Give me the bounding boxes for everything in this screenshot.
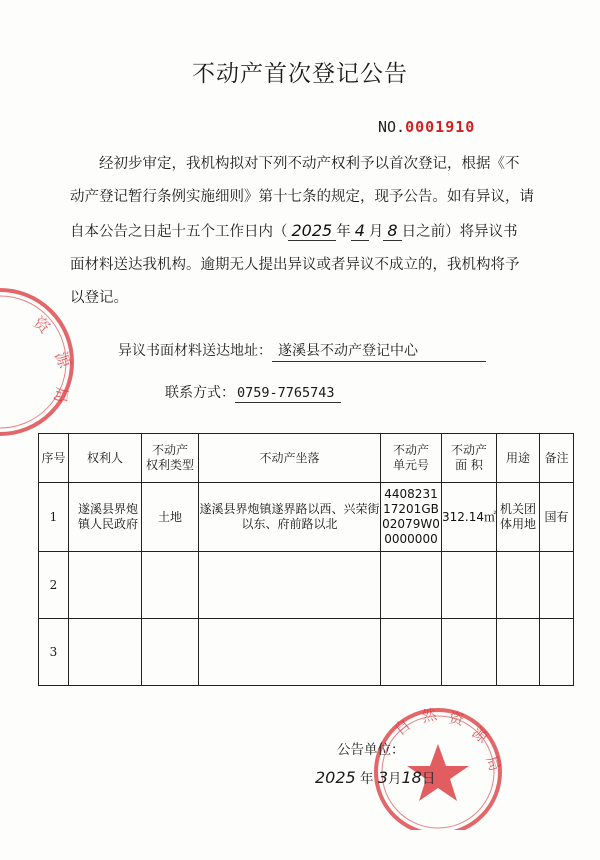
paragraph-line: 以登记。 xyxy=(70,290,128,306)
document-title: 不动产首次登记公告 xyxy=(192,61,408,87)
cell-owner xyxy=(69,619,142,686)
table-row xyxy=(39,552,574,619)
cell-location: 遂溪县界炮镇遂界路以西、兴荣街以东、府前路以北 xyxy=(199,483,381,552)
official-seal-right-icon xyxy=(368,700,508,830)
serial-value: 0001910 xyxy=(405,118,476,136)
cell-unit-number xyxy=(381,552,442,619)
cell-note: 国有 xyxy=(540,483,574,552)
header-use: 用途 xyxy=(497,434,540,483)
table-row xyxy=(39,483,574,552)
cell-right-type xyxy=(142,552,199,619)
cell-right-type xyxy=(142,619,199,686)
deadline-month: 4 xyxy=(351,221,369,241)
paragraph-line: 经初步审定，我机构拟对下列不动产权利予以首次登记，根据《不 xyxy=(99,156,520,172)
paragraph-line: 动产登记暂行条例实施细则》第十七条的规定，现予公告。如有异议，请 xyxy=(70,189,534,205)
cell-seq: 3 xyxy=(39,619,69,686)
header-area-line2: 面 积 xyxy=(455,458,483,472)
cell-unit-number: 440823117201GB02079W00000000 xyxy=(381,483,442,552)
cell-owner xyxy=(69,552,142,619)
cell-area xyxy=(442,552,497,619)
svg-text:局: 局 xyxy=(50,385,72,405)
cell-use xyxy=(497,619,540,686)
date-day: 18 xyxy=(401,768,422,787)
table-header-row xyxy=(39,434,574,483)
svg-text:资: 资 xyxy=(447,708,466,730)
contact-label: 联系方式： xyxy=(165,385,235,401)
table-row xyxy=(39,619,574,686)
objection-address-label: 异议书面材料送达地址： xyxy=(118,343,272,359)
header-type-line1: 不动产 xyxy=(151,443,188,457)
month-char: 月 xyxy=(368,224,384,240)
contact-phone: 0759-7765743 xyxy=(235,385,341,403)
deadline-prefix: 自本公告之日起十五个工作日内（ xyxy=(70,224,288,240)
header-type-line2: 权利类型 xyxy=(145,458,194,472)
cell-area: 312.14㎡ xyxy=(442,483,497,552)
header-right-type xyxy=(142,434,199,483)
deadline-suffix: 日之前）将异议书 xyxy=(401,224,518,240)
svg-text:然: 然 xyxy=(420,705,439,726)
official-seal-left-icon xyxy=(0,282,80,442)
header-unit-number xyxy=(381,434,442,483)
objection-address-value: 遂溪县不动产登记中心 xyxy=(272,340,486,362)
serial-prefix: NO. xyxy=(378,118,406,136)
svg-text:资: 资 xyxy=(29,312,54,338)
date-year-char: 年 xyxy=(360,771,374,787)
cell-seq: 2 xyxy=(39,552,69,619)
date-day-char: 日 xyxy=(421,771,436,787)
deadline-year: 2025 xyxy=(288,221,337,241)
notice-paragraph xyxy=(70,148,568,315)
cell-use: 机关团体用地 xyxy=(497,483,540,552)
deadline-day: 8 xyxy=(383,221,401,241)
header-unit-line2: 单元号 xyxy=(392,458,429,472)
year-char: 年 xyxy=(336,224,351,240)
paragraph-line: 面材料送达我机构。逾期无人提出异议或者异议不成立的，我机构将予 xyxy=(70,257,520,273)
header-owner: 权利人 xyxy=(69,434,142,483)
announcement-date xyxy=(315,767,435,787)
svg-text:源: 源 xyxy=(51,348,75,371)
cell-right-type: 土地 xyxy=(142,483,199,552)
cell-owner: 遂溪县界炮镇人民政府 xyxy=(69,483,142,552)
svg-text:自: 自 xyxy=(391,715,415,740)
contact-info xyxy=(165,382,341,403)
date-year: 2025 xyxy=(315,768,356,787)
header-unit-line1: 不动产 xyxy=(392,443,429,457)
cell-unit-number xyxy=(381,619,442,686)
cell-seq: 1 xyxy=(39,483,69,552)
header-area xyxy=(442,434,497,483)
property-table xyxy=(38,433,574,686)
header-note: 备注 xyxy=(540,434,574,483)
cell-area xyxy=(442,619,497,686)
date-month: 3 xyxy=(377,768,388,787)
header-location: 不动产坐落 xyxy=(199,434,381,483)
header-seq: 序号 xyxy=(39,434,69,483)
cell-use xyxy=(497,552,540,619)
serial-number xyxy=(378,118,475,136)
objection-address xyxy=(118,340,486,362)
cell-location xyxy=(199,619,381,686)
date-month-char: 月 xyxy=(388,771,402,787)
paragraph-line-deadline xyxy=(70,214,568,249)
announcing-unit-label: 公告单位： xyxy=(337,742,405,758)
header-area-line1: 不动产 xyxy=(450,443,487,457)
svg-text:源: 源 xyxy=(468,723,492,747)
cell-note xyxy=(540,619,574,686)
svg-text:局: 局 xyxy=(482,753,505,774)
cell-note xyxy=(540,552,574,619)
cell-location xyxy=(199,552,381,619)
